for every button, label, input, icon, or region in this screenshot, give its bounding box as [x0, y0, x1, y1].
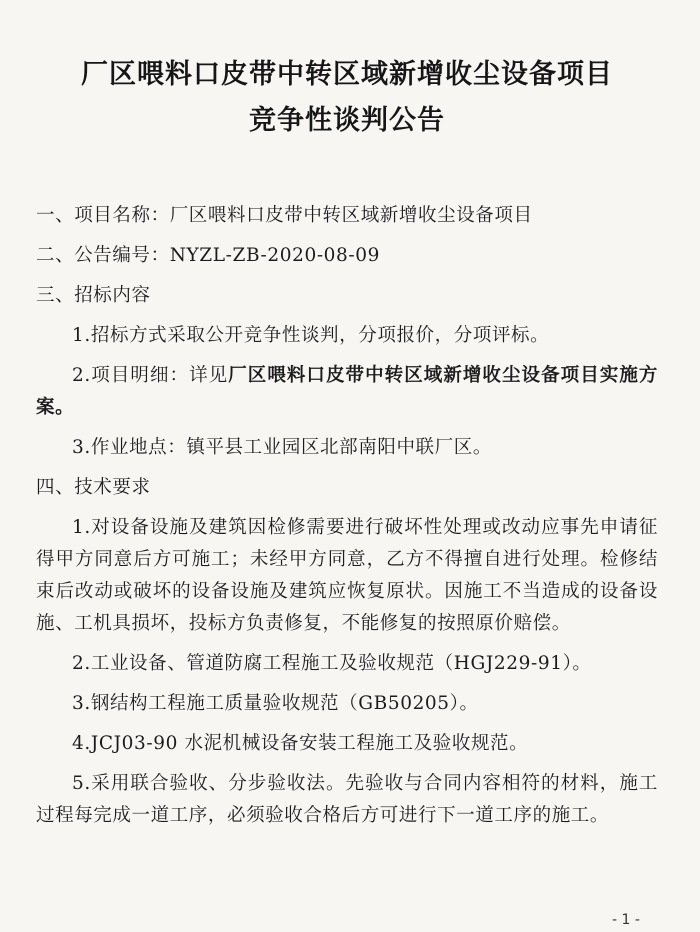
document-title: [36, 52, 658, 144]
section-label: 一、项目名称：: [36, 205, 170, 226]
tech-item-1: 1.对设备设施及建筑因检修需要进行破坏性处理或改动应事先申请征得甲方同意后方可施工；未经甲方同意，乙方不得擅自进行处理。检修结束后改动或破坏的设备设施及建筑应恢复原状。因施工不当造成的设备设施、工机具损坏，投标方负责修复，不能修复的按照原价赔偿。: [36, 517, 658, 634]
tech-item-5: 5.采用联合验收、分步验收法。先验收与合同内容相符的材料，施工过程每完成一道工序，必须验收合格后方可进行下一道工序的施工。: [36, 773, 658, 826]
document-body: [36, 200, 658, 832]
bid-item-3: 3.作业地点：镇平县工业园区北部南阳中联厂区。: [72, 437, 492, 458]
section-notice-number: [36, 240, 658, 272]
project-name-value: 厂区喂料口皮带中转区域新增收尘设备项目: [169, 205, 533, 226]
bid-item-2-bold: 厂区喂料口皮带中转区域新增收尘设备项目实施方案。: [36, 365, 658, 418]
notice-number-value: NYZL-ZB-2020-08-09: [169, 245, 381, 266]
page-number: - 1 -: [612, 912, 640, 928]
section-bid-content: 三、招标内容: [36, 285, 151, 306]
section-tech-requirements: 四、技术要求: [36, 477, 151, 498]
title-line-1: 厂区喂料口皮带中转区域新增收尘设备项目: [81, 59, 613, 90]
bid-item-2: [36, 360, 658, 424]
tech-item-3: 3.钢结构工程施工质量验收规范（GB50205）。: [72, 693, 479, 714]
tech-item-2: 2.工业设备、管道防腐工程施工及验收规范（HGJ229-91）。: [72, 653, 592, 674]
tech-item-4: 4.JCJ03-90 水泥机械设备安装工程施工及验收规范。: [72, 733, 529, 754]
section-project-name: [36, 200, 658, 232]
bid-item-1: 1.招标方式采取公开竞争性谈判，分项报价，分项评标。: [72, 325, 550, 346]
bid-item-2-prefix: 2.项目明细：详见: [72, 365, 229, 386]
title-line-2: 竞争性谈判公告: [249, 105, 445, 136]
section-label: 二、公告编号：: [36, 245, 170, 266]
